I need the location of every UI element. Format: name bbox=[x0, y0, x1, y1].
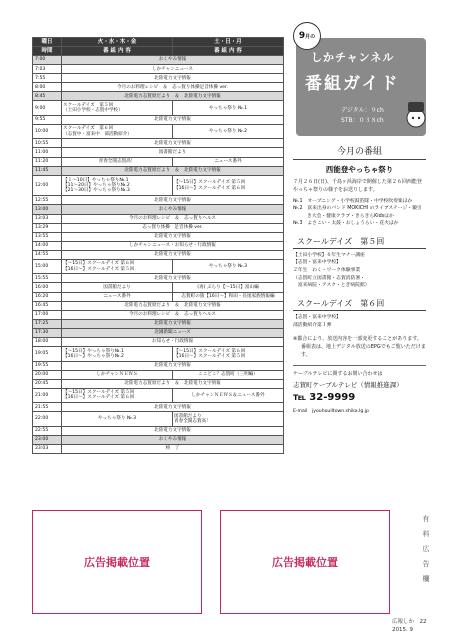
program-cell: 北陸電力志賀原だより ＆ 北陸電力文字情報 bbox=[62, 92, 284, 101]
month-number: 9 bbox=[298, 31, 306, 41]
schedule-row bbox=[33, 338, 284, 347]
program-cell: 北陸電力志賀原だより ＆ 北陸電力文字情報 bbox=[62, 166, 284, 175]
schedule-row bbox=[33, 412, 284, 426]
school-days-6-line: 【志賀・富来中学校】 bbox=[293, 315, 341, 321]
schedule-row bbox=[33, 205, 284, 214]
day-header-cell: 曜日 bbox=[33, 38, 62, 47]
time-cell: 11:00 bbox=[33, 148, 62, 157]
time-cell: 13:03 bbox=[33, 214, 62, 223]
time-cell: 19:55 bbox=[33, 361, 62, 370]
program-cell: 今月のお料理レシピ ＆ 志っ賀り体操足音体操 ver. bbox=[62, 83, 284, 92]
weekend-program-cell: ニュース番外 bbox=[173, 157, 284, 166]
time-cell: 16:45 bbox=[33, 301, 62, 310]
schedule-row bbox=[33, 223, 284, 232]
weekday-program-cell: 【１～10日】やっちゃ祭り№.1 【11～20日】やっちゃ祭り№.2 【21～30日】やっちゃ祭り№.3 bbox=[62, 175, 173, 196]
school-days-5-line: （志賀町立図書館・志賀消防署・ bbox=[293, 275, 365, 281]
time-cell: 8:45 bbox=[33, 92, 62, 101]
time-cell: 18:00 bbox=[33, 338, 62, 347]
schedule-row bbox=[33, 310, 284, 319]
feature-item: №.3 よさこい・太鼓・おしょうらい・花火ほか bbox=[293, 221, 399, 227]
school-days-5-title: スクールデイズ 第５回 bbox=[293, 236, 426, 249]
time-cell: 23:00 bbox=[33, 435, 62, 444]
contact-phone: ℡ 32-9999 bbox=[293, 392, 356, 404]
school-days-5-line: ２年生 わく・ワーク体験事業 bbox=[293, 268, 361, 274]
time-cell: 11:20 bbox=[33, 157, 62, 166]
time-cell: 19:05 bbox=[33, 347, 62, 361]
time-cell: 11:45 bbox=[33, 166, 62, 175]
school-days-6-details bbox=[293, 314, 426, 329]
weekend-program-cell: やっちゃ祭り №.3 bbox=[173, 259, 284, 273]
mascot-icon bbox=[405, 98, 427, 128]
program-schedule-table bbox=[32, 37, 284, 454]
time-cell: 17:30 bbox=[33, 328, 62, 337]
guide-title: 番組ガイド bbox=[305, 74, 400, 94]
time-cell: 7:55 bbox=[33, 74, 62, 83]
time-cell: 10:55 bbox=[33, 139, 62, 148]
schedule-row bbox=[33, 370, 284, 379]
weekend-program-cell: しかチャンＮＥＷＳ＆ニュース番外 bbox=[173, 388, 284, 402]
time-cell: 17:00 bbox=[33, 310, 62, 319]
contact-block bbox=[293, 365, 426, 414]
time-cell: 16:00 bbox=[33, 283, 62, 292]
weekday-program-cell: スクールデイズ 第６回 （志賀中・富来中 部活動紹介） bbox=[62, 124, 173, 138]
program-cell: 北陸電力文字情報 bbox=[62, 196, 284, 205]
program-cell: 終 了 bbox=[62, 444, 284, 453]
channel-banner bbox=[293, 22, 426, 137]
right-column bbox=[293, 22, 426, 414]
program-cell: 今月のお料理レシピ ＆ 志っ賀りヘルス bbox=[62, 214, 284, 223]
time-cell: 22:55 bbox=[33, 426, 62, 435]
month-badge bbox=[293, 22, 321, 50]
time-cell: 21:55 bbox=[33, 403, 62, 412]
program-cell: 北陸電力志賀原だより ＆ 北陸電力文字情報 bbox=[62, 301, 284, 310]
program-cell: 北陸電力文字情報 bbox=[62, 319, 284, 328]
schedule-row bbox=[33, 283, 284, 292]
schedule-row bbox=[33, 214, 284, 223]
contact-email: E-mail jyouhoulltown.shika.lg.jp bbox=[293, 409, 369, 415]
schedule-row bbox=[33, 403, 284, 412]
school-days-5-line: 【志賀・富来中学校】 bbox=[293, 260, 341, 266]
schedule-row bbox=[33, 379, 284, 388]
schedule-row bbox=[33, 292, 284, 301]
weekday-program-cell: 【～15日】スクールデイズ 第６回 【16日～】スクールデイズ 第５回 bbox=[62, 259, 173, 273]
schedule-row bbox=[33, 74, 284, 83]
schedule-row bbox=[33, 388, 284, 402]
time-cell: 15:55 bbox=[33, 274, 62, 283]
time-cell: 9:55 bbox=[33, 115, 62, 124]
weekend-program-cell: (再) ぶらり【～15日】富山編 bbox=[173, 283, 284, 292]
weekend-days-header: 土・日・月 bbox=[173, 38, 284, 47]
contact-intro: ケーブルテレビに関するお問い合わせは bbox=[293, 371, 383, 378]
schedule-row bbox=[33, 274, 284, 283]
ad-space-left bbox=[32, 510, 202, 614]
program-cell: 志っ賀り体操 足音体操 ver. bbox=[62, 223, 284, 232]
schedule-row bbox=[33, 426, 284, 435]
schedule-row bbox=[33, 259, 284, 273]
weekday-program-cell: 図書館だより bbox=[62, 283, 173, 292]
schedule-row bbox=[33, 241, 284, 250]
ad-label: 広告掲載位置 bbox=[84, 556, 150, 569]
weekday-program-cell: 【～15日】やっちゃ祭り№.1 【16日～】やっちゃ祭り№.2 bbox=[62, 347, 173, 361]
schedule-row bbox=[33, 166, 284, 175]
time-cell: 17:25 bbox=[33, 319, 62, 328]
schedule-row bbox=[33, 92, 284, 101]
program-cell: 北陸電力文字情報 bbox=[62, 139, 284, 148]
program-cell: おくやみ情報 bbox=[62, 435, 284, 444]
weekday-program-cell: ニュース番外 bbox=[62, 292, 173, 301]
weekend-program-cell: 図書館だより 青春全開志賀高！ bbox=[173, 412, 284, 426]
program-cell: 北陸電力文字情報 bbox=[62, 250, 284, 259]
weekend-program-cell: 志賀町の旅【16日～】和田・長尾家族情報編 bbox=[173, 292, 284, 301]
digital-channel: デジタル：９ch bbox=[341, 107, 384, 114]
schedule-row bbox=[33, 148, 284, 157]
weekday-program-cell: スケールデイズ 第５回 （土田小学校・志賀中学校） bbox=[62, 101, 173, 115]
stb-channel: STB：０３８ch bbox=[341, 117, 384, 124]
weekend-program-cell: 【～15日】スクールデイズ 第６回 【16日～】スクールデイズ 第５回 bbox=[173, 347, 284, 361]
time-cell: 21:00 bbox=[33, 388, 62, 402]
weekday-content-header: 番 組 内 容 bbox=[62, 47, 173, 56]
page-footer bbox=[392, 618, 427, 635]
channel-name: しかチャンネル bbox=[311, 51, 395, 64]
ad-label: 広告掲載位置 bbox=[272, 556, 338, 569]
program-cell: 北陸電力文字情報 bbox=[62, 232, 284, 241]
weekday-program-cell: しかチャンＮＥＷＳ bbox=[62, 370, 173, 379]
program-cell: 北陸電力文字情報 bbox=[62, 403, 284, 412]
school-days-5-details bbox=[293, 252, 426, 290]
schedule-row bbox=[33, 139, 284, 148]
program-cell: おくやみ情報 bbox=[62, 56, 284, 65]
weekday-days-header: 火・水・木・金 bbox=[62, 38, 173, 47]
time-cell: 20:00 bbox=[33, 370, 62, 379]
program-cell: 北陸電力文字情報 bbox=[62, 74, 284, 83]
schedule-row bbox=[33, 361, 284, 370]
program-cell: おくやみ情報 bbox=[62, 205, 284, 214]
publication-date: 2015. 9 bbox=[392, 627, 413, 634]
contact-organization: 志賀町ケーブルテレビ（情報推進課） bbox=[293, 381, 403, 390]
schedule-row bbox=[33, 301, 284, 310]
time-cell: 20:45 bbox=[33, 379, 62, 388]
program-cell: 北國新聞ニュース bbox=[62, 328, 284, 337]
time-cell: 9:00 bbox=[33, 101, 62, 115]
time-cell: 22:00 bbox=[33, 412, 62, 426]
schedule-row bbox=[33, 115, 284, 124]
program-cell: 北陸電力文字情報 bbox=[62, 361, 284, 370]
month-unit: 月の bbox=[305, 34, 316, 40]
time-cell: 13:55 bbox=[33, 232, 62, 241]
feature-list bbox=[293, 198, 426, 228]
time-cell: 10:00 bbox=[33, 124, 62, 138]
weekend-program-cell: やっちゃ祭り №.2 bbox=[173, 124, 284, 138]
weekday-program-cell: 【～15日】スクールデイズ 第５回 【16日～】スクールデイズ 第６回 bbox=[62, 388, 173, 402]
time-cell: 13:29 bbox=[33, 223, 62, 232]
schedule-row bbox=[33, 196, 284, 205]
program-cell: しかチャンニュース bbox=[62, 65, 284, 74]
weekday-program-cell: やっちゃ祭り №.3 bbox=[62, 412, 173, 426]
publication-page: 広報しか 22 bbox=[392, 619, 427, 625]
program-cell: 北陸電力文字情報 bbox=[62, 426, 284, 435]
schedule-note: ※都合により、放送内容を一部変更することがあります。番組表は、地上デジタル放送のEPGでもご覧いただけます。 bbox=[293, 336, 426, 359]
schedule-row bbox=[33, 56, 284, 65]
time-cell: 15:00 bbox=[33, 259, 62, 273]
time-cell: 14:00 bbox=[33, 241, 62, 250]
time-cell: 23:03 bbox=[33, 444, 62, 453]
schedule-row bbox=[33, 250, 284, 259]
paid-ad-vertical-label: 有 料 広 告 欄 bbox=[422, 515, 430, 583]
schedule-body bbox=[33, 56, 284, 454]
program-cell: 図書館だより bbox=[62, 148, 284, 157]
program-cell: お知らせ・行政情報 bbox=[62, 338, 284, 347]
time-cell: 13:00 bbox=[33, 205, 62, 214]
school-days-6-line: 部活動紹介第１弾 bbox=[293, 322, 332, 328]
time-cell: 12:00 bbox=[33, 175, 62, 196]
time-cell: 8:00 bbox=[33, 83, 62, 92]
weekend-program-cell: やっちゃ祭り №.1 bbox=[173, 101, 284, 115]
schedule-row bbox=[33, 435, 284, 444]
school-days-6-title: スクールデイズ 第６回 bbox=[293, 298, 426, 311]
program-cell: 北陸電力志賀原だより ＆ 北陸電力文字情報 bbox=[62, 379, 284, 388]
program-cell: 北陸電力文字情報 bbox=[62, 115, 284, 124]
program-cell: 今月のお料理レシピ ＆ 志っ賀りヘルス bbox=[62, 310, 284, 319]
schedule-row bbox=[33, 157, 284, 166]
feature-item: №.1 オープニング・小学校鼓笛隊・中学校吹奏楽ほか bbox=[293, 199, 413, 204]
time-cell: 7:03 bbox=[33, 65, 62, 74]
weekend-program-cell: ここどこ？志賀町（三明編） bbox=[173, 370, 284, 379]
schedule-row bbox=[33, 232, 284, 241]
feature-title: 西能登やっちゃ祭り bbox=[325, 165, 394, 174]
time-cell: 16:20 bbox=[33, 292, 62, 301]
ad-space-right bbox=[220, 510, 390, 614]
feature-item: №.2 富来出身のバンド MOKICHI のライブステージ・鍛引き大会・健康クラブ・きらきらKidsほか bbox=[293, 206, 422, 219]
time-cell: 12:55 bbox=[33, 196, 62, 205]
schedule-row bbox=[33, 65, 284, 74]
school-days-5-line: 富来病院・アスク・とぎ病院館） bbox=[293, 283, 370, 289]
school-days-5-line: 【土田小学校】６年生マナー講座 bbox=[293, 252, 365, 258]
schedule-row bbox=[33, 319, 284, 328]
time-cell: 7:00 bbox=[33, 56, 62, 65]
program-cell: 北陸電力文字情報 bbox=[62, 274, 284, 283]
weekday-program-cell: 青春全開志賀高！ bbox=[62, 157, 173, 166]
program-cell: しかチャンニュース・お知らせ・行政情報 bbox=[62, 241, 284, 250]
schedule-row bbox=[33, 444, 284, 453]
schedule-row bbox=[33, 175, 284, 196]
schedule-row bbox=[33, 124, 284, 138]
time-header-cell: 時間 bbox=[33, 47, 62, 56]
schedule-row bbox=[33, 328, 284, 337]
time-cell: 14:55 bbox=[33, 250, 62, 259]
weekend-content-header: 番 組 内 容 bbox=[173, 47, 284, 56]
weekend-program-cell: 【～15日】スクールデイズ 第５回 【16日～】スクールデイズ 第６回 bbox=[173, 175, 284, 196]
feature-section-header: 今月の番組 bbox=[293, 144, 426, 160]
feature-description: ７月２６日(日)、千鳥ヶ浜海岸で開催した第２６回西能登やっちゃ祭りの様子をお送りします。 bbox=[293, 179, 422, 193]
schedule-row bbox=[33, 83, 284, 92]
schedule-row bbox=[33, 101, 284, 115]
schedule-row bbox=[33, 347, 284, 361]
